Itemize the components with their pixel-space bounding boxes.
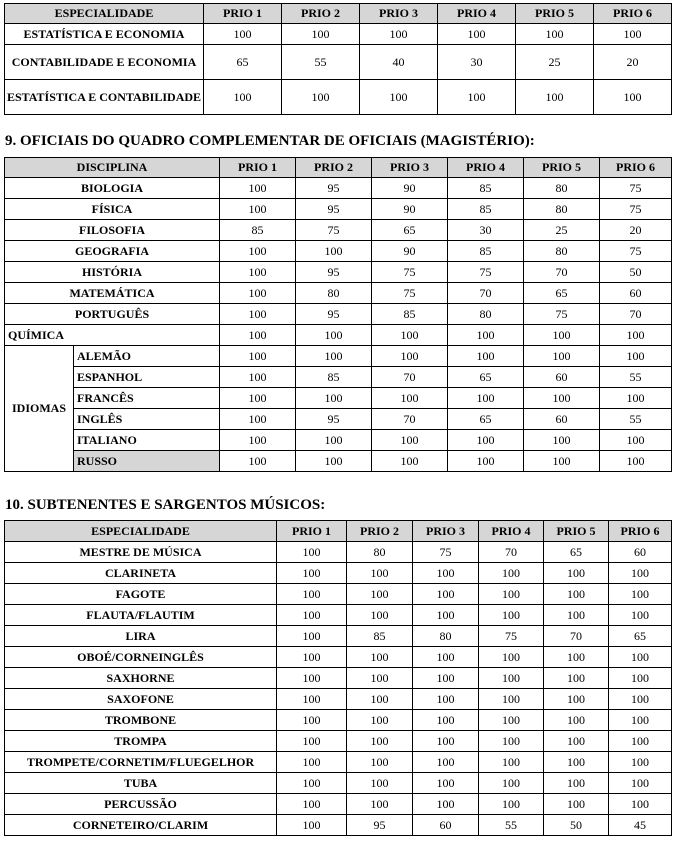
table-cell: 100 — [609, 647, 672, 668]
table-row — [5, 80, 672, 115]
table-cell: 100 — [479, 794, 544, 815]
table-cell: 100 — [479, 563, 544, 584]
table-cell: 55 — [479, 815, 544, 836]
table-cell: 100 — [600, 430, 672, 451]
table-cell: 45 — [609, 815, 672, 836]
table-cell: 100 — [220, 241, 296, 262]
table-cell: 100 — [438, 80, 516, 115]
column-header: PRIO 5 — [524, 158, 600, 178]
table-cell: 100 — [347, 731, 413, 752]
table-row — [5, 647, 672, 668]
table-cell: 100 — [524, 430, 600, 451]
row-label: CLARINETA — [5, 563, 277, 584]
column-header: PRIO 4 — [479, 521, 544, 542]
table-row — [5, 773, 672, 794]
table-cell: 75 — [296, 220, 372, 241]
table-cell: 100 — [609, 689, 672, 710]
table-cell: 60 — [413, 815, 479, 836]
table-cell: 100 — [296, 241, 372, 262]
table-cell: 100 — [220, 409, 296, 430]
row-label: ESPANHOL — [74, 367, 220, 388]
table-cell: 80 — [524, 199, 600, 220]
table-cell: 100 — [479, 752, 544, 773]
table-cell: 100 — [204, 80, 282, 115]
table-cell: 80 — [413, 626, 479, 647]
musicos-table — [4, 520, 672, 836]
row-label: TROMBONE — [5, 710, 277, 731]
table-cell: 100 — [413, 710, 479, 731]
table-row — [5, 710, 672, 731]
table-row — [5, 220, 672, 241]
row-label: MATEMÁTICA — [5, 283, 220, 304]
table-row — [5, 346, 672, 367]
row-label: SAXOFONE — [5, 689, 277, 710]
table-cell: 100 — [220, 388, 296, 409]
table-cell: 100 — [609, 752, 672, 773]
column-header: PRIO 5 — [516, 4, 594, 24]
table-cell: 100 — [609, 773, 672, 794]
table-row — [5, 178, 672, 199]
table-cell: 65 — [609, 626, 672, 647]
table-cell: 95 — [296, 409, 372, 430]
table-cell: 100 — [277, 731, 347, 752]
table-cell: 100 — [277, 605, 347, 626]
row-label: ITALIANO — [74, 430, 220, 451]
table-cell: 100 — [220, 283, 296, 304]
table-cell: 100 — [544, 584, 609, 605]
column-header: PRIO 3 — [360, 4, 438, 24]
table-cell: 80 — [448, 304, 524, 325]
table-cell: 100 — [516, 80, 594, 115]
table-cell: 100 — [347, 794, 413, 815]
table-cell: 100 — [479, 647, 544, 668]
table-cell: 60 — [524, 409, 600, 430]
table-cell: 100 — [413, 794, 479, 815]
table-cell: 100 — [347, 647, 413, 668]
row-label: FAGOTE — [5, 584, 277, 605]
column-header: ESPECIALIDADE — [5, 4, 204, 24]
table-cell: 75 — [448, 262, 524, 283]
table-cell: 20 — [594, 45, 672, 80]
table-cell: 100 — [296, 325, 372, 346]
table-row — [5, 605, 672, 626]
table-cell: 100 — [479, 731, 544, 752]
table-cell: 100 — [413, 647, 479, 668]
row-label: CONTABILIDADE E ECONOMIA — [5, 45, 204, 80]
table-cell: 85 — [448, 241, 524, 262]
row-label: CORNETEIRO/CLARIM — [5, 815, 277, 836]
table-cell: 100 — [609, 794, 672, 815]
table-cell: 100 — [479, 689, 544, 710]
row-label: ALEMÃO — [74, 346, 220, 367]
row-label: TROMPA — [5, 731, 277, 752]
column-header: PRIO 4 — [448, 158, 524, 178]
table-cell: 100 — [448, 346, 524, 367]
table-cell: 100 — [296, 430, 372, 451]
table-cell: 100 — [600, 325, 672, 346]
column-header: DISCIPLINA — [5, 158, 220, 178]
row-label: RUSSO — [74, 451, 220, 472]
table-cell: 100 — [609, 731, 672, 752]
row-label: LIRA — [5, 626, 277, 647]
table-cell: 100 — [609, 584, 672, 605]
table-cell: 100 — [296, 388, 372, 409]
table-cell: 100 — [296, 451, 372, 472]
table-cell: 65 — [204, 45, 282, 80]
idiomas-label: IDIOMAS — [5, 346, 74, 472]
table-cell: 95 — [296, 178, 372, 199]
table-cell: 100 — [448, 451, 524, 472]
table-cell: 100 — [347, 752, 413, 773]
column-header: PRIO 3 — [413, 521, 479, 542]
table-cell: 100 — [372, 451, 448, 472]
table-cell: 100 — [277, 710, 347, 731]
table-cell: 100 — [524, 346, 600, 367]
table-cell: 100 — [220, 262, 296, 283]
table-cell: 100 — [372, 388, 448, 409]
table-cell: 95 — [296, 304, 372, 325]
table-cell: 100 — [347, 710, 413, 731]
table-cell: 75 — [372, 283, 448, 304]
table-cell: 100 — [277, 794, 347, 815]
table-row — [5, 752, 672, 773]
table-cell: 100 — [347, 605, 413, 626]
table-cell: 100 — [600, 388, 672, 409]
table-cell: 100 — [516, 24, 594, 45]
table-cell: 100 — [413, 563, 479, 584]
table-row — [5, 815, 672, 836]
table-cell: 100 — [277, 626, 347, 647]
table-cell: 85 — [296, 367, 372, 388]
table-row — [5, 584, 672, 605]
table-cell: 85 — [448, 199, 524, 220]
table-row — [5, 388, 672, 409]
table-cell: 100 — [413, 584, 479, 605]
table-cell: 95 — [296, 262, 372, 283]
table-cell: 95 — [296, 199, 372, 220]
row-label: INGLÊS — [74, 409, 220, 430]
table-cell: 100 — [544, 710, 609, 731]
table-row — [5, 304, 672, 325]
table-cell: 90 — [372, 199, 448, 220]
table-cell: 75 — [372, 262, 448, 283]
column-header: PRIO 6 — [609, 521, 672, 542]
table-cell: 100 — [413, 773, 479, 794]
table-cell: 70 — [479, 542, 544, 563]
table-cell: 100 — [347, 773, 413, 794]
row-label: TUBA — [5, 773, 277, 794]
column-header: PRIO 3 — [372, 158, 448, 178]
table-cell: 100 — [448, 430, 524, 451]
table-cell: 100 — [544, 689, 609, 710]
table-cell: 75 — [524, 304, 600, 325]
table-cell: 100 — [524, 325, 600, 346]
section-9-title: 9. OFICIAIS DO QUADRO COMPLEMENTAR DE OFICIAIS (MAGISTÉRIO): — [5, 133, 535, 149]
table-cell: 100 — [594, 80, 672, 115]
table-cell: 80 — [524, 178, 600, 199]
table-cell: 60 — [524, 367, 600, 388]
table-cell: 60 — [609, 542, 672, 563]
table-row — [5, 451, 672, 472]
table-cell: 100 — [277, 584, 347, 605]
table-cell: 100 — [479, 710, 544, 731]
table-cell: 100 — [600, 451, 672, 472]
column-header: PRIO 4 — [438, 4, 516, 24]
row-label: HISTÓRIA — [5, 262, 220, 283]
table-cell: 100 — [277, 773, 347, 794]
column-header: PRIO 2 — [347, 521, 413, 542]
table-cell: 70 — [600, 304, 672, 325]
table-cell: 100 — [347, 584, 413, 605]
column-header: PRIO 6 — [594, 4, 672, 24]
table-cell: 70 — [372, 367, 448, 388]
table-cell: 85 — [448, 178, 524, 199]
column-header: PRIO 1 — [204, 4, 282, 24]
especialidade-table-top — [4, 3, 672, 115]
table-cell: 70 — [372, 409, 448, 430]
column-header: PRIO 2 — [296, 158, 372, 178]
table-cell: 100 — [220, 346, 296, 367]
table-cell: 65 — [448, 409, 524, 430]
table-cell: 100 — [372, 325, 448, 346]
row-label: FRANCÊS — [74, 388, 220, 409]
row-label: BIOLOGIA — [5, 178, 220, 199]
disciplina-table — [4, 157, 672, 472]
table-cell: 65 — [448, 367, 524, 388]
table-cell: 55 — [600, 409, 672, 430]
table-row — [5, 626, 672, 647]
table-cell: 100 — [347, 689, 413, 710]
table-cell: 100 — [544, 731, 609, 752]
table-cell: 30 — [448, 220, 524, 241]
table-cell: 100 — [479, 605, 544, 626]
table-cell: 100 — [609, 563, 672, 584]
table-cell: 70 — [544, 626, 609, 647]
table-cell: 100 — [448, 388, 524, 409]
table-cell: 100 — [347, 668, 413, 689]
table-row — [5, 45, 672, 80]
table-cell: 100 — [544, 563, 609, 584]
table-row — [5, 367, 672, 388]
table-cell: 100 — [282, 24, 360, 45]
column-header: PRIO 1 — [220, 158, 296, 178]
table-cell: 100 — [277, 542, 347, 563]
table-row — [5, 283, 672, 304]
table-cell: 100 — [220, 325, 296, 346]
table-row — [5, 794, 672, 815]
table-cell: 100 — [524, 388, 600, 409]
table-cell: 100 — [544, 752, 609, 773]
table-row — [5, 409, 672, 430]
table-cell: 65 — [544, 542, 609, 563]
table-cell: 100 — [282, 80, 360, 115]
table-row — [5, 199, 672, 220]
table-cell: 100 — [600, 346, 672, 367]
table-cell: 100 — [544, 647, 609, 668]
table-header-row — [5, 4, 672, 24]
table-cell: 100 — [413, 689, 479, 710]
table-cell: 100 — [609, 710, 672, 731]
table-cell: 85 — [220, 220, 296, 241]
table-row — [5, 563, 672, 584]
table-cell: 75 — [413, 542, 479, 563]
table-cell: 55 — [282, 45, 360, 80]
table-cell: 100 — [413, 752, 479, 773]
table-cell: 75 — [600, 199, 672, 220]
table-cell: 100 — [479, 584, 544, 605]
table-cell: 100 — [204, 24, 282, 45]
table-row — [5, 430, 672, 451]
section-10-title: 10. SUBTENENTES E SARGENTOS MÚSICOS: — [5, 497, 326, 513]
row-label: PORTUGUÊS — [5, 304, 220, 325]
column-header: PRIO 1 — [277, 521, 347, 542]
row-label: GEOGRAFIA — [5, 241, 220, 262]
column-header: ESPECIALIDADE — [5, 521, 277, 542]
table-cell: 65 — [372, 220, 448, 241]
table-cell: 100 — [220, 304, 296, 325]
table-cell: 20 — [600, 220, 672, 241]
table-cell: 100 — [277, 668, 347, 689]
row-label: FILOSOFIA — [5, 220, 220, 241]
table-cell: 100 — [277, 689, 347, 710]
table-cell: 100 — [277, 815, 347, 836]
table-cell: 75 — [600, 241, 672, 262]
table-cell: 100 — [220, 178, 296, 199]
column-header: PRIO 6 — [600, 158, 672, 178]
table-cell: 75 — [600, 178, 672, 199]
table-cell: 95 — [347, 815, 413, 836]
table-cell: 100 — [413, 668, 479, 689]
table-cell: 100 — [360, 80, 438, 115]
row-label: ESTATÍSTICA E ECONOMIA — [5, 24, 204, 45]
table-cell: 70 — [448, 283, 524, 304]
table-row — [5, 24, 672, 45]
table-cell: 80 — [524, 241, 600, 262]
table-row — [5, 325, 672, 346]
table-cell: 60 — [600, 283, 672, 304]
table-header-row — [5, 158, 672, 178]
table-cell: 85 — [347, 626, 413, 647]
table-cell: 100 — [413, 605, 479, 626]
table-cell: 100 — [609, 605, 672, 626]
row-label: FLAUTA/FLAUTIM — [5, 605, 277, 626]
row-label: ESTATÍSTICA E CONTABILIDADE — [5, 80, 204, 115]
table-cell: 100 — [524, 451, 600, 472]
table-row — [5, 668, 672, 689]
table-cell: 100 — [277, 647, 347, 668]
table-header-row — [5, 521, 672, 542]
row-label: FÍSICA — [5, 199, 220, 220]
table-row — [5, 241, 672, 262]
table-cell: 100 — [360, 24, 438, 45]
row-label: SAXHORNE — [5, 668, 277, 689]
table-row — [5, 262, 672, 283]
table-cell: 90 — [372, 178, 448, 199]
table-cell: 100 — [347, 563, 413, 584]
column-header: PRIO 2 — [282, 4, 360, 24]
row-label: PERCUSSÃO — [5, 794, 277, 815]
row-label: MESTRE DE MÚSICA — [5, 542, 277, 563]
table-cell: 65 — [524, 283, 600, 304]
row-label: OBOÉ/CORNEINGLÊS — [5, 647, 277, 668]
table-cell: 100 — [220, 430, 296, 451]
table-cell: 85 — [372, 304, 448, 325]
table-cell: 55 — [600, 367, 672, 388]
table-cell: 100 — [220, 199, 296, 220]
table-cell: 100 — [438, 24, 516, 45]
table-cell: 80 — [347, 542, 413, 563]
table-row — [5, 731, 672, 752]
table-cell: 50 — [544, 815, 609, 836]
table-cell: 100 — [544, 773, 609, 794]
table-cell: 100 — [448, 325, 524, 346]
row-label: QUÍMICA — [5, 325, 220, 346]
table-cell: 50 — [600, 262, 672, 283]
table-cell: 90 — [372, 241, 448, 262]
table-cell: 80 — [296, 283, 372, 304]
table-cell: 75 — [479, 626, 544, 647]
table-cell: 40 — [360, 45, 438, 80]
table-cell: 100 — [544, 605, 609, 626]
table-cell: 100 — [372, 346, 448, 367]
table-cell: 100 — [277, 752, 347, 773]
table-cell: 100 — [479, 668, 544, 689]
table-row — [5, 542, 672, 563]
table-cell: 25 — [516, 45, 594, 80]
table-cell: 100 — [544, 668, 609, 689]
table-cell: 100 — [594, 24, 672, 45]
row-label: TROMPETE/CORNETIM/FLUEGELHOR — [5, 752, 277, 773]
table-cell: 100 — [479, 773, 544, 794]
table-cell: 30 — [438, 45, 516, 80]
table-cell: 100 — [372, 430, 448, 451]
table-cell: 100 — [277, 563, 347, 584]
table-row — [5, 689, 672, 710]
column-header: PRIO 5 — [544, 521, 609, 542]
table-cell: 70 — [524, 262, 600, 283]
table-cell: 100 — [220, 451, 296, 472]
table-cell: 100 — [413, 731, 479, 752]
table-cell: 100 — [609, 668, 672, 689]
table-cell: 100 — [544, 794, 609, 815]
table-cell: 100 — [296, 346, 372, 367]
table-cell: 100 — [220, 367, 296, 388]
table-cell: 25 — [524, 220, 600, 241]
